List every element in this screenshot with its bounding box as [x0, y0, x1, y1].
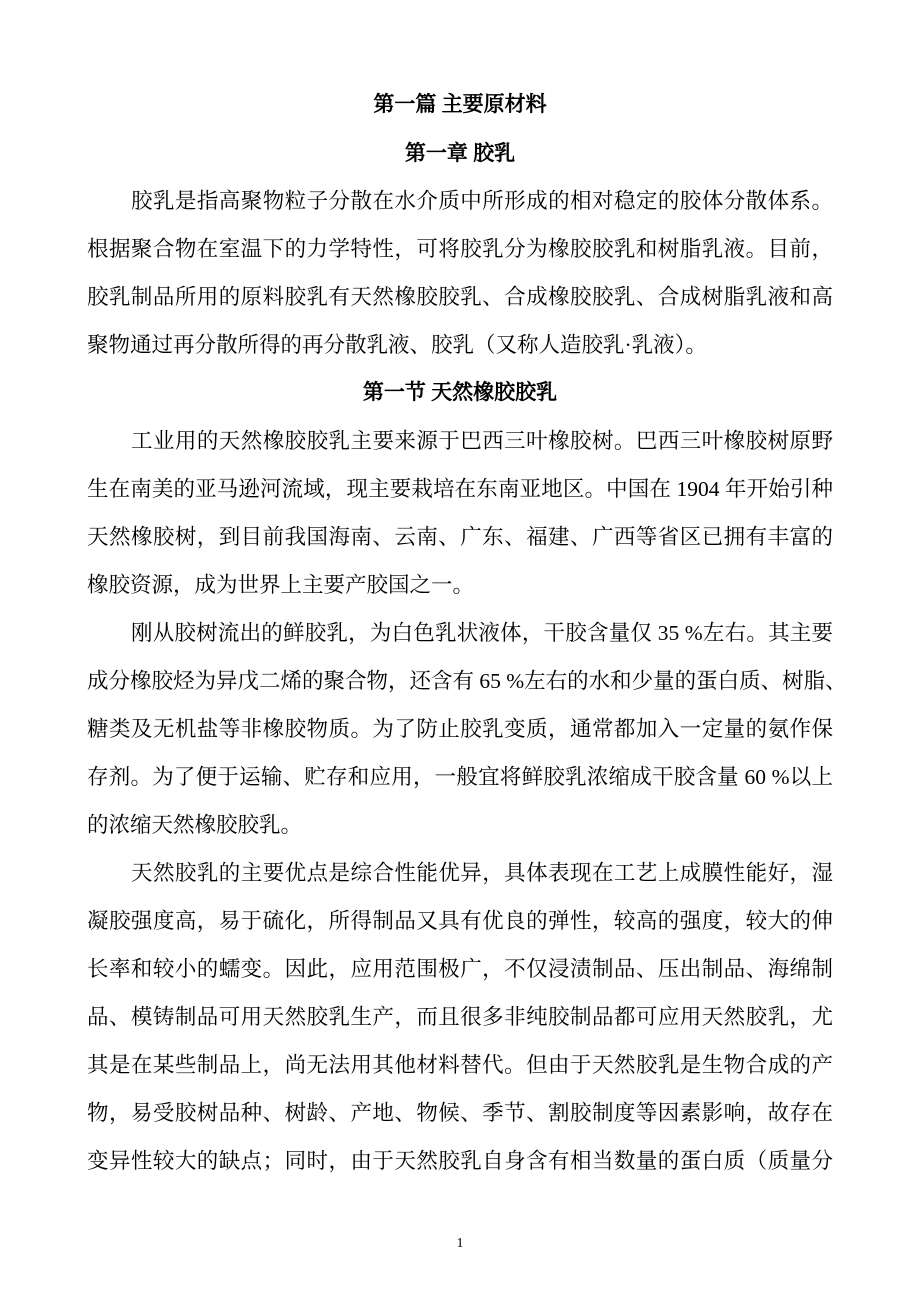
text-line: 工业用的天然橡胶胶乳主要来源于巴西三叶橡胶树。巴西三叶橡胶树原野: [131, 429, 833, 453]
text-line: 根据聚合物在室温下的力学特性，可将胶乳分为橡胶胶乳和树脂乳液。目前，: [87, 237, 833, 261]
text-line: 的浓缩天然橡胶胶乳。: [87, 813, 303, 837]
section-title: 第一节 天然橡胶胶乳: [362, 380, 558, 404]
text-line: 成分橡胶烃为异戊二烯的聚合物，还含有 65 %左右的水和少量的蛋白质、树脂、: [87, 669, 847, 693]
text-line: 变异性较大的缺点；同时，由于天然胶乳自身含有相当数量的蛋白质（质量分: [87, 1149, 833, 1173]
part-title: 第一篇 主要原材料: [373, 92, 547, 116]
text-line: 品、模铸制品可用天然胶乳生产，而且很多非纯胶制品都可应用天然胶乳，尤: [87, 1005, 833, 1029]
text-line: 刚从胶树流出的鲜胶乳，为白色乳状液体，干胶含量仅 35 %左右。其主要: [131, 621, 833, 645]
text-line: 聚物通过再分散所得的再分散乳液、胶乳（又称人造胶乳·乳液）。: [87, 333, 707, 357]
page-number: 1: [456, 1236, 464, 1251]
chapter-title: 第一章 胶乳: [404, 141, 516, 165]
text-line: 其是在某些制品上，尚无法用其他材料替代。但由于天然胶乳是生物合成的产: [87, 1053, 833, 1077]
text-line: 胶乳制品所用的原料胶乳有天然橡胶胶乳、合成橡胶胶乳、合成树脂乳液和高: [87, 285, 833, 309]
text-line: 凝胶强度高，易于硫化，所得制品又具有优良的弹性，较高的强度，较大的伸: [87, 909, 833, 933]
text-line: 存剂。为了便于运输、贮存和应用，一般宜将鲜胶乳浓缩成干胶含量 60 %以上: [87, 765, 833, 789]
text-line: 天然胶乳的主要优点是综合性能优异，具体表现在工艺上成膜性能好，湿: [131, 861, 833, 885]
text-line: 物，易受胶树品种、树龄、产地、物候、季节、割胶制度等因素影响，故存在: [87, 1101, 833, 1125]
text-line: 生在南美的亚马逊河流域，现主要栽培在东南亚地区。中国在 1904 年开始引种: [87, 477, 833, 501]
text-line: 胶乳是指高聚物粒子分散在水介质中所形成的相对稳定的胶体分散体系。: [131, 189, 833, 213]
text-line: 橡胶资源，成为世界上主要产胶国之一。: [87, 573, 475, 597]
text-line: 天然橡胶树，到目前我国海南、云南、广东、福建、广西等省区已拥有丰富的: [87, 525, 833, 549]
text-line: 长率和较小的蠕变。因此，应用范围极广，不仅浸渍制品、压出制品、海绵制: [87, 957, 833, 981]
text-line: 糖类及无机盐等非橡胶物质。为了防止胶乳变质，通常都加入一定量的氨作保: [87, 717, 833, 741]
